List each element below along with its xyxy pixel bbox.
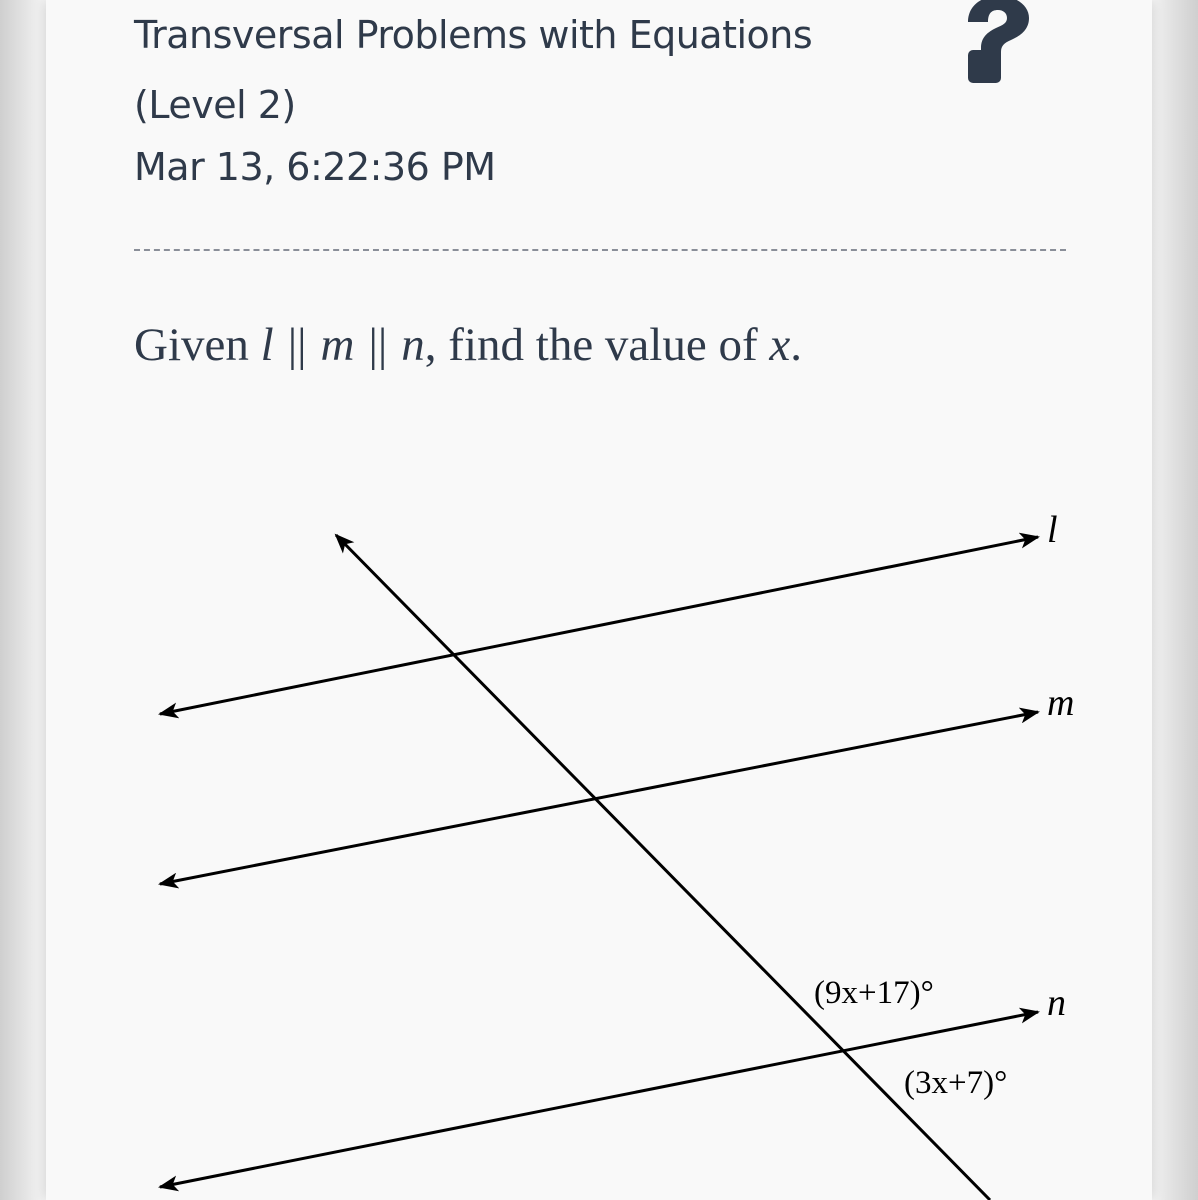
angle-label-upper: (9x+17)° <box>814 975 934 1011</box>
transversal-line <box>336 535 990 1200</box>
angle-label-lower: (3x+7)° <box>904 1065 1008 1101</box>
var-x: x <box>769 319 791 371</box>
var-l: l <box>260 319 274 371</box>
label-n: n <box>1047 982 1066 1024</box>
parallel-symbol-1: || <box>287 319 307 371</box>
problem-title: Transversal Problems with Equations (Level 2) <box>134 13 813 127</box>
timestamp: Mar 13, 6:22:36 PM <box>134 145 496 189</box>
prompt-start: Given <box>134 319 249 371</box>
parallel-line-m <box>160 712 1038 884</box>
parallel-line-l <box>160 537 1038 714</box>
var-m: m <box>320 319 355 371</box>
prompt-end: , find the value of <box>424 319 758 371</box>
label-m: m <box>1047 682 1075 724</box>
label-l: l <box>1047 509 1058 551</box>
parallel-symbol-2: || <box>368 319 388 371</box>
var-n: n <box>401 319 425 371</box>
prompt-period: . <box>790 319 802 371</box>
